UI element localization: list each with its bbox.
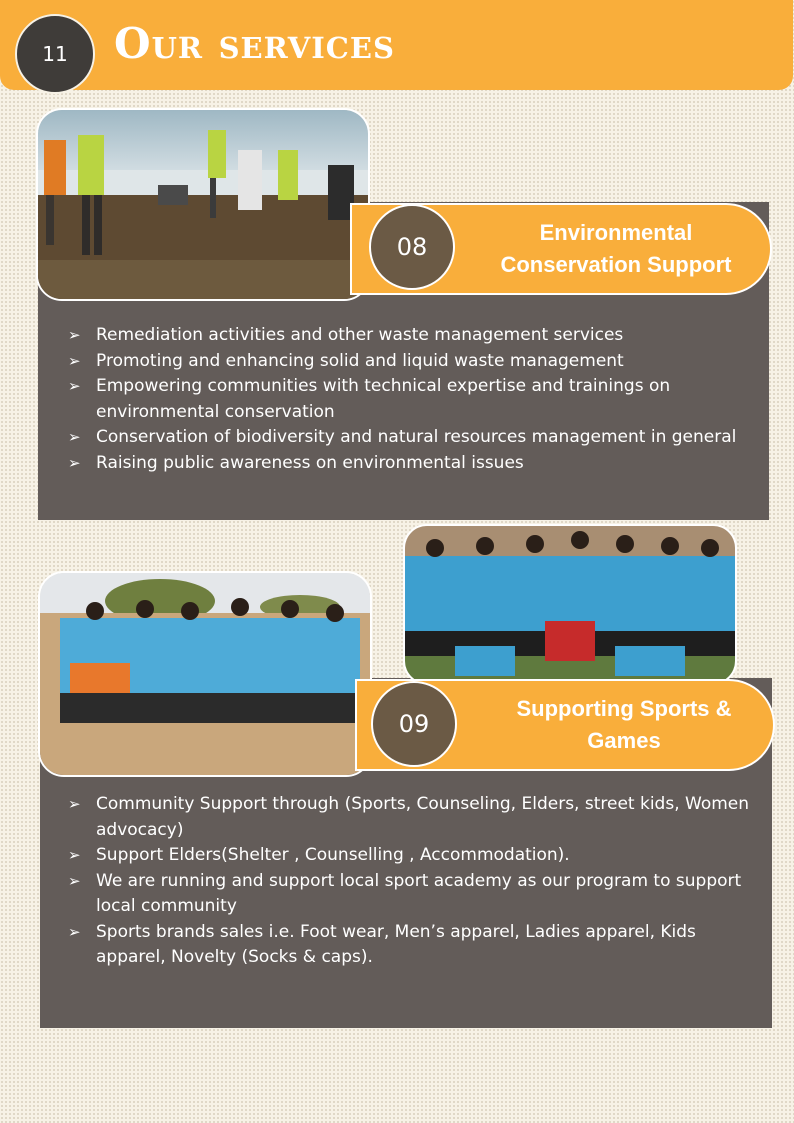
service-number-08: 08 [369,204,455,290]
service-number-09: 09 [371,681,457,767]
list-item: ➢ Support Elders(Shelter , Counselling , Accommodation). [38,843,763,869]
service-bullets-08 [38,323,758,476]
page-number-badge: 11 [15,14,95,94]
list-item: ➢ Remediation activities and other waste management services [38,323,758,349]
arrow-bullet-icon: ➢ [68,795,81,813]
list-item: ➢ Empowering communities with technical expertise and trainings on environmental conservation [68,376,671,422]
list-item: ➢ We are running and support local sport academy as our program to support local community [68,870,742,916]
football-team-photo-left [38,571,372,777]
football-team-photo-right [403,524,737,685]
page-header [0,0,793,90]
service-title-08: Environmental Conservation Support [350,203,772,295]
page-title: Our services [114,19,395,68]
arrow-bullet-icon: ➢ [68,377,81,395]
arrow-bullet-icon: ➢ [68,428,81,446]
arrow-bullet-icon: ➢ [68,453,81,472]
beach-cleanup-photo [36,108,370,301]
arrow-bullet-icon: ➢ [68,871,81,890]
arrow-bullet-icon: ➢ [68,922,81,941]
list-item: ➢ Sports brands sales i.e. Foot wear, Men’s apparel, Ladies apparel, Kids apparel, Novelty (Socks & caps). [68,921,696,967]
list-item: ➢ Community Support through (Sports, Counseling, Elders, street kids, Women advocacy) [68,794,750,840]
service-title-09: Supporting Sports & Games [355,679,775,771]
arrow-bullet-icon: ➢ [68,351,81,370]
arrow-bullet-icon: ➢ [68,846,81,864]
list-item: ➢ Raising public awareness on environmental issues [38,451,758,477]
service-bullets-09 [38,792,763,971]
list-item: ➢ Promoting and enhancing solid and liquid waste management [38,349,758,375]
list-item: ➢ Conservation of biodiversity and natural resources management in general [38,425,758,451]
arrow-bullet-icon: ➢ [68,326,81,344]
